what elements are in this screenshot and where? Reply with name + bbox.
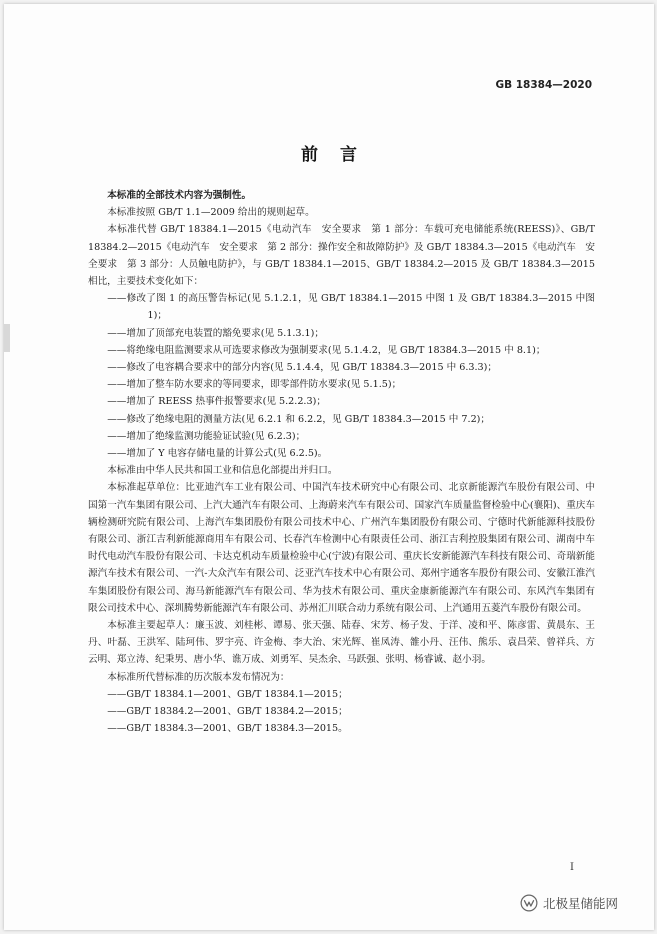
mandatory-statement: 本标准的全部技术内容为强制性。 bbox=[107, 190, 252, 201]
history-item: ——GB/T 18384.1—2001、GB/T 18384.1—2015； bbox=[107, 688, 348, 700]
change-item: ——修改了图 1 的高压警告标记(见 5.1.2.1，见 GB/T 18384.1—2015 中图 1 及 GB/T 18384.3—2015 中图 1)； bbox=[107, 293, 595, 322]
change-item: ——增加了 REESS 热事件报警要求(见 5.2.2.3)； bbox=[107, 396, 326, 408]
change-item: ——将绝缘电阻监测要求从可选要求修改为强制要求(见 5.1.4.2，见 GB/T 18384.3—2015 中 8.1)； bbox=[107, 344, 546, 356]
drafting-units: 本标准起草单位：比亚迪汽车工业有限公司、中国汽车技术研究中心有限公司、北京新能源汽车股份有限公司、中国第一汽车集团有限公司、上汽大通汽车有限公司、上海蔚来汽车有限公司、国家汽车质量监督检验中心(襄阳)、重庆车辆检测研究院有限公司、上海汽车集团股份有限公司技术中心、广州汽车集团股份有限公司、宁德时代新能源科技股份有限公司、浙江吉利新能源商用车有限公司、长春汽车检测中心有限责任公司、浙江吉利控股集团有限公司、湖南中车时代电动汽车股份有限公司、卡达克机动车质量检验中心(宁波)有限公司、重庆长安新能源汽车科技有限公司、奇瑞新能源汽车技术有限公司、一汽-大众汽车有限公司、泛亚汽车技术中心有限公司、郑州宇通客车股份有限公司、安徽江淮汽车集团股份有限公司、海马新能源汽车有限公司、华为技术有限公司、重庆金康新能源汽车有限公司、东风汽车集团有限公司技术中心、深圳腾势新能源汽车有限公司、苏州汇川联合动力系统有限公司、上汽通用五菱汽车股份有限公司。 bbox=[88, 482, 595, 614]
standard-number: GB 18384—2020 bbox=[495, 79, 592, 91]
watermark bbox=[520, 894, 618, 912]
drafting-rule: 本标准按照 GB/T 1.1—2009 给出的规则起草。 bbox=[107, 207, 315, 219]
change-item: ——增加了 Y 电容存储电量的计算公式(见 6.2.5)。 bbox=[107, 448, 328, 460]
change-item: ——修改了电容耦合要求中的部分内容(见 5.1.4.4，见 GB/T 18384.3—2015 中 6.3.3)； bbox=[107, 362, 498, 374]
history-item: ——GB/T 18384.3—2001、GB/T 18384.3—2015。 bbox=[107, 723, 348, 735]
document-page bbox=[4, 4, 654, 930]
change-item: ——增加了顶部充电装置的豁免要求(见 5.1.3.1)； bbox=[107, 327, 324, 339]
history-intro: 本标准所代替标准的历次版本发布情况为： bbox=[107, 671, 290, 683]
wechat-channel-icon bbox=[520, 894, 538, 912]
change-item: ——增加了整车防水要求的等同要求，即零部件防水要求(见 5.1.5)； bbox=[107, 379, 402, 391]
page-title: 前言 bbox=[301, 145, 379, 165]
change-item: ——修改了绝缘电阻的测量方法(见 6.2.1 和 6.2.2，见 GB/T 18384.3—2015 中 7.2)； bbox=[107, 413, 491, 425]
page-edge-mark bbox=[4, 324, 10, 352]
proposed-by: 本标准由中华人民共和国工业和信息化部提出并归口。 bbox=[107, 465, 338, 477]
watermark-text: 北极星储能网 bbox=[543, 896, 619, 911]
history-item: ——GB/T 18384.2—2001、GB/T 18384.2—2015； bbox=[107, 706, 348, 718]
change-item: ——增加了绝缘监测功能验证试验(见 6.2.3)； bbox=[107, 430, 306, 442]
replacement-statement: 本标准代替 GB/T 18384.1—2015《电动汽车 安全要求 第 1 部分：车载可充电储能系统(REESS)》、GB/T 18384.2—2015《电动汽车 安全要求 第 2 部分：操作安全和故障防护》及 GB/T 18384.3—2015《电动汽车 安全要求 第 3 部分：人员触电防护》，与 GB/T 18384.1—2015、GB/T 18384.2—2015 及 GB/T 18384.3—2015 相比，主要技术变化如下： bbox=[88, 224, 595, 288]
foreword-body bbox=[88, 187, 595, 738]
page-number: I bbox=[570, 862, 574, 873]
drafters: 本标准主要起草人：廉玉波、刘桂彬、谭易、张天强、陆春、宋芳、杨子发、于洋、凌和平、陈彦雷、黄晨东、王丹、叶磊、王洪军、陆珂伟、罗宇亮、许金梅、李大治、宋光辉、崔凤涛、雒小丹、汪伟、熊乐、袁昌荣、曾祥兵、方云明、郑立涛、纪秉男、唐小华、谯万成、刘勇军、吴杰余、马跃强、张明、杨睿诚、赵小羽。 bbox=[88, 620, 595, 666]
